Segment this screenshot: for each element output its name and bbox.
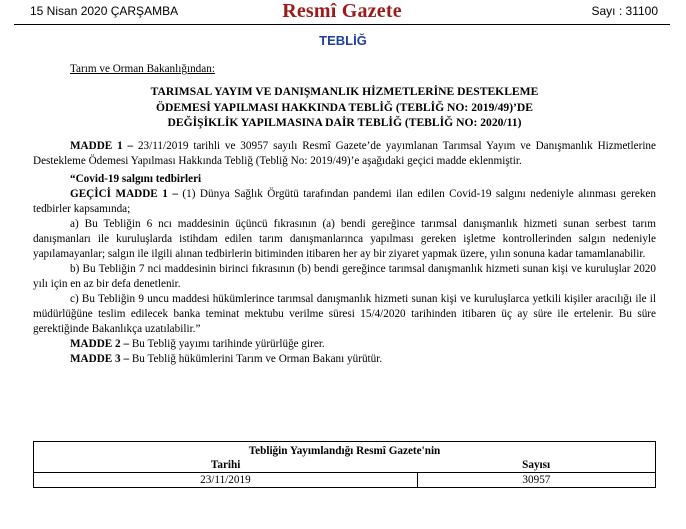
article-3 [33, 352, 656, 367]
article-label: MADDE 1 – [70, 139, 134, 152]
article-label: MADDE 3 – [70, 352, 130, 365]
clause-a: a) Bu Tebliğin 6 ncı maddesinin üçüncü fıkrasının (a) bendi gereğince tarımsal danışmanlık hizmeti sunan serbest tarım danışmanları ile kuruluşlarda istihdam edilen tarım danışmanlarınca yapılması gereken işletme kontrollerinden salgın nedeniyle yapılamayanlar; salgın ile ilgili alınan tedbirlerin bitiminden itibaren her ay bir ziyaret yapmak üzere, yılın sonuna kadar tamamlanabilir. [33, 217, 656, 260]
table-cell-date: 23/11/2019 [34, 473, 418, 488]
article-text: Bu Tebliğ hükümlerini Tarım ve Orman Bakanı yürütür. [129, 352, 383, 365]
article-1 [33, 139, 656, 169]
article-label: GEÇİCİ MADDE 1 – [70, 187, 178, 200]
covid-heading [33, 172, 656, 187]
document-body [33, 62, 656, 367]
publication-table-heading: Tebliğin Yayımlandığı Resmî Gazete'nin [34, 442, 656, 459]
section-title: TEBLİĞ [319, 33, 367, 48]
gazette-title: Resmî Gazete [282, 0, 402, 22]
title-line: TARIMSAL YAYIM VE DANIŞMANLIK HİZMETLERİNE DESTEKLEME [150, 85, 539, 98]
publication-table [33, 441, 656, 488]
clause-b: b) Bu Tebliğin 7 nci maddesinin birinci fıkrasının (b) bendi gereğince tarımsal danışmanlık hizmeti sunan kişi ve kuruluşlar 2020 yılı için en az bir defa denetlenir. [33, 262, 656, 290]
column-header-date: Tarihi [34, 458, 418, 473]
table-cell-issue: 30957 [417, 473, 655, 488]
article-text: (1) Dünya Sağlık Örgütü tarafından pandemi ilan edilen Covid-19 salgını nedeniyle alınması gereken tedbirler kapsamında; [33, 187, 656, 215]
issue-date: 15 Nisan 2020 ÇARŞAMBA [30, 4, 179, 18]
title-line: ÖDEMESİ YAPILMASI HAKKINDA TEBLİĞ (TEBLİĞ NO: 2019/49)’DE [155, 100, 534, 114]
article-label: MADDE 2 – [70, 337, 130, 350]
covid-heading-text: “Covid-19 salgını tedbirleri [70, 172, 202, 185]
article-text: 23/11/2019 tarihli ve 30957 sayılı Resmî Gazete’de yayımlanan Tarımsal Yayım ve Danışmanlık Hizmetlerine Destekleme Ödemesi Yapılması Hakkında Tebliğ (Tebliğ No: 2019/49)’e aşağıdaki geçici madde eklenmiştir. [33, 139, 656, 167]
issue-number: Sayı : 31100 [591, 4, 658, 18]
document-title [33, 84, 656, 131]
article-text: Bu Tebliğ yayımı tarihinde yürürlüğe girer. [129, 337, 325, 350]
column-header-issue: Sayısı [417, 458, 655, 473]
clause-c: c) Bu Tebliğin 9 uncu maddesi hükümlerince tarımsal danışmanlık hizmeti sunan kişi ve kuruluşlarca yetkili kişiler aracılığı ile il müdürlüğüne teslim edilecek banka teminat mektubu verilme süresi 15/4/2020 tarihinden itibaren üç ay süre ile ertelenir. Bu süre gerektiğinde Bakanlıkça uzatılabilir.” [33, 292, 656, 335]
title-line: DEĞİŞİKLİK YAPILMASINA DAİR TEBLİĞ (TEBLİĞ NO: 2020/11) [167, 116, 522, 129]
temporary-article-1 [33, 187, 656, 217]
gazette-header [14, 0, 670, 25]
ministry-line: Tarım ve Orman Bakanlığından: [70, 63, 215, 75]
article-2 [33, 337, 656, 352]
